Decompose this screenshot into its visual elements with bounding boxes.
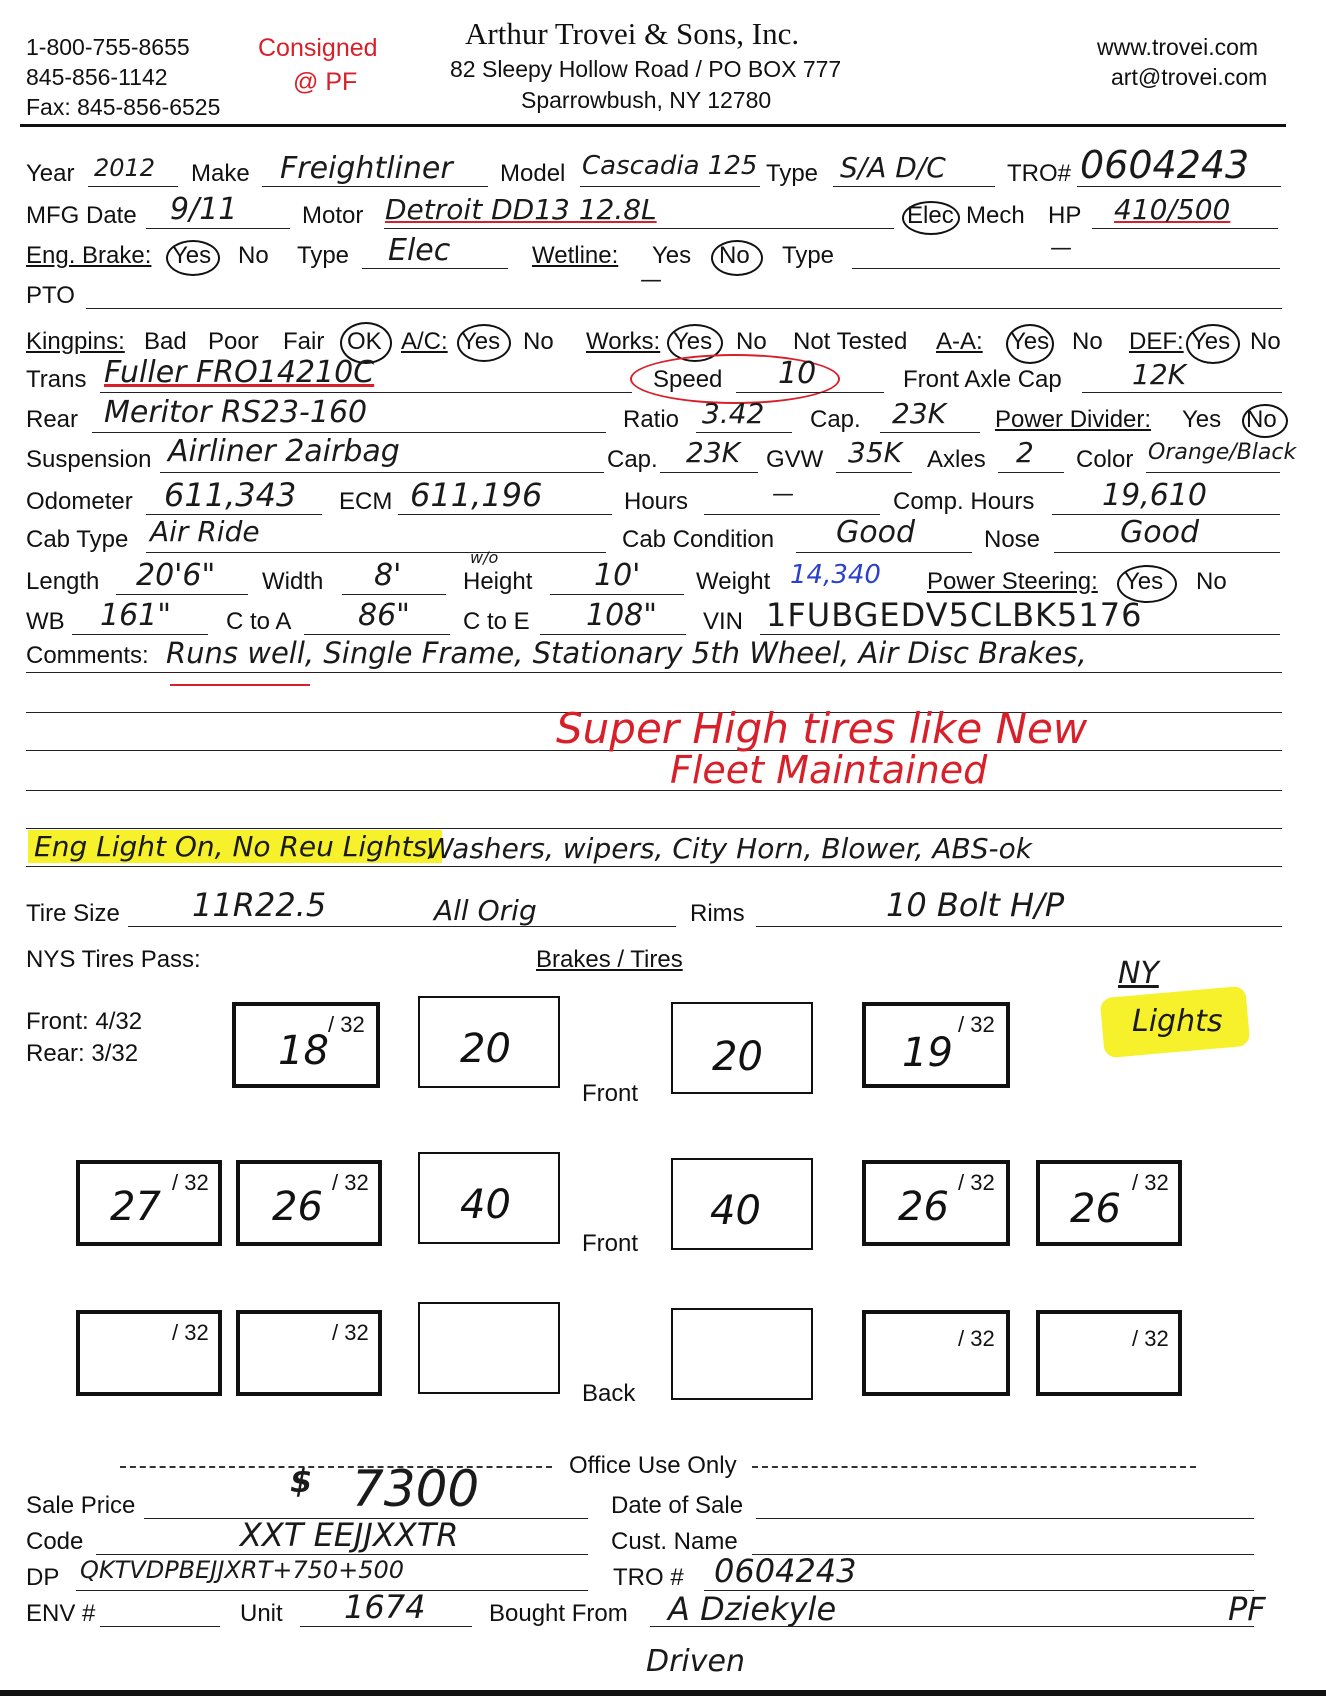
comments-label: Comments:: [26, 642, 149, 669]
fax: Fax: 845-856-6525: [26, 94, 221, 120]
odometer-value: 611,343: [164, 476, 297, 514]
gvw-label: GVW: [766, 446, 824, 473]
length-label: Length: [26, 568, 100, 595]
works-no: No: [736, 328, 767, 355]
model-value: Cascadia 125: [582, 151, 758, 181]
works-label: Works:: [586, 328, 661, 355]
consigned-note: Consigned: [258, 34, 378, 62]
aa-no: No: [1072, 328, 1103, 355]
brake-box-front-left-value: 20: [460, 1026, 511, 1072]
rims-label: Rims: [690, 900, 745, 927]
brake-box-row2-right-value: 40: [710, 1188, 761, 1234]
mfg-date-label: MFG Date: [26, 202, 137, 229]
phone-1: 1-800-755-8655: [26, 34, 190, 60]
tire-box-row3-1-per32: / 32: [172, 1320, 209, 1345]
comp-hours-value: 19,610: [1102, 478, 1207, 513]
tire-box-row2-2-value: 26: [272, 1184, 323, 1230]
tire-box-front-right-value: 19: [902, 1030, 953, 1076]
unit-label: Unit: [240, 1600, 283, 1627]
width-value: 8': [374, 558, 402, 593]
wetline-dash: —: [640, 268, 662, 293]
tro-value: 0604243: [1080, 143, 1250, 187]
phone-2: 845-856-1142: [26, 64, 168, 90]
def-no: No: [1250, 328, 1281, 355]
ac-label: A/C:: [401, 328, 448, 355]
wetline-type-label: Type: [782, 242, 835, 269]
nose-value: Good: [1120, 515, 1199, 550]
suspension-label: Suspension: [26, 446, 152, 473]
suspension-value: Airliner 2airbag: [168, 434, 400, 469]
dp-value: QKTVDPBEJJXRT+750+500: [80, 1556, 405, 1584]
bought-from-label: Bought From: [489, 1600, 628, 1627]
wetline-label: Wetline:: [532, 242, 619, 269]
year-value: 2012: [94, 154, 156, 182]
driven-note: Driven: [646, 1644, 745, 1679]
ratio-label: Ratio: [623, 406, 680, 433]
office-divider-right: [752, 1466, 1196, 1468]
company-address-1: 82 Sleepy Hollow Road / PO BOX 777: [450, 56, 842, 82]
nose-label: Nose: [984, 526, 1041, 553]
def-yes: Yes: [1191, 328, 1231, 355]
front-label-2: Front: [582, 1230, 639, 1257]
eng-brake-type-label: Type: [297, 242, 350, 269]
works-yes: Yes: [673, 328, 713, 355]
email[interactable]: art@trovei.com: [1111, 64, 1268, 90]
tire-box-front-left-value: 18: [278, 1028, 329, 1074]
c-to-e-label: C to E: [463, 608, 530, 635]
header-divider: [20, 124, 1286, 127]
power-steering-label: Power Steering:: [927, 568, 1098, 595]
brakes-tires-heading: Brakes / Tires: [536, 946, 683, 973]
power-divider-yes: Yes: [1182, 406, 1222, 433]
kingpins-fair: Fair: [283, 328, 325, 355]
tire-box-row3-2-per32: / 32: [332, 1320, 369, 1345]
power-divider-label: Power Divider:: [995, 406, 1152, 433]
brake-box-row2-left-value: 40: [460, 1182, 511, 1228]
ratio-value: 3.42: [702, 397, 765, 430]
tire-box-row2-5-per32: / 32: [958, 1170, 995, 1195]
company-name: Arthur Trovei & Sons, Inc.: [465, 16, 800, 51]
eng-brake-no: No: [238, 242, 269, 269]
tire-box-front-right-per32: / 32: [958, 1012, 995, 1037]
back-label: Back: [582, 1380, 636, 1407]
cust-name-label: Cust. Name: [611, 1528, 738, 1555]
vin-label: VIN: [703, 608, 744, 635]
comments-red-line-2: Fleet Maintained: [670, 748, 988, 792]
mfg-date-value: 9/11: [170, 192, 238, 227]
kingpins-label: Kingpins:: [26, 328, 125, 355]
date-of-sale-label: Date of Sale: [611, 1492, 744, 1519]
pto-label: PTO: [26, 282, 75, 309]
tire-note: All Orig: [434, 894, 537, 927]
motor-label: Motor: [302, 202, 364, 229]
elec-option: Elec: [907, 202, 954, 229]
power-steering-yes: Yes: [1124, 568, 1164, 595]
sale-price-value: 7300: [352, 1460, 480, 1518]
nys-tires-pass-label: NYS Tires Pass:: [26, 946, 201, 973]
comments-line-4: Washers, wipers, City Horn, Blower, ABS-ok: [426, 832, 1032, 865]
aa-yes: Yes: [1010, 328, 1050, 355]
front-axle-cap-label: Front Axle Cap: [903, 366, 1062, 393]
gvw-value: 35K: [848, 436, 902, 469]
axles-value: 2: [1016, 436, 1034, 469]
aa-label: A-A:: [936, 328, 983, 355]
year-label: Year: [26, 160, 75, 187]
height-label: Height: [463, 568, 533, 595]
hp-label: HP: [1048, 202, 1082, 229]
trans-label: Trans: [26, 366, 87, 393]
wb-label: WB: [26, 608, 65, 635]
power-steering-no: No: [1196, 568, 1227, 595]
unit-value: 1674: [344, 1588, 426, 1626]
c-to-a-value: 86": [358, 598, 410, 633]
cab-condition-value: Good: [836, 515, 915, 550]
trans-value: Fuller FRO14210C: [104, 355, 375, 390]
tire-box-row2-1-value: 27: [110, 1184, 161, 1230]
tire-box-row2-5-value: 26: [898, 1184, 949, 1230]
kingpins-poor: Poor: [208, 328, 259, 355]
wetline-no: No: [719, 242, 750, 269]
cab-condition-label: Cab Condition: [622, 526, 775, 553]
highlighted-note: Eng Light On, No Reu Lights,: [28, 830, 442, 863]
tro2-label: TRO #: [613, 1564, 684, 1591]
def-label: DEF:: [1129, 328, 1184, 355]
motor-value: Detroit DD13 12.8L: [385, 193, 657, 226]
front-spec: Front: 4/32: [26, 1008, 143, 1035]
rear-spec: Rear: 3/32: [26, 1040, 139, 1067]
tro2-value: 0604243: [714, 1552, 857, 1590]
tire-box-row3-6: [1036, 1310, 1182, 1396]
eng-brake-label: Eng. Brake:: [26, 242, 152, 269]
axles-label: Axles: [927, 446, 986, 473]
ny-lights-note-1: NY: [1118, 956, 1159, 991]
comments-line-1: Runs well, Single Frame, Stationary 5th Wheel, Air Disc Brakes,: [166, 636, 1087, 670]
rear-value: Meritor RS23-160: [104, 395, 368, 430]
kingpins-bad: Bad: [144, 328, 187, 355]
front-label-1: Front: [582, 1080, 639, 1107]
front-axle-cap-value: 12K: [1132, 358, 1186, 391]
speed-value: 10: [778, 356, 817, 391]
tire-box-row3-5-per32: / 32: [958, 1326, 995, 1351]
height-value: 10': [594, 558, 641, 593]
weight-label: Weight: [696, 568, 771, 595]
rear-cap-label: Cap.: [810, 406, 861, 433]
type-label: Type: [766, 160, 819, 187]
brake-box-front-right-value: 20: [712, 1034, 763, 1080]
sale-price-mark: $: [290, 1462, 313, 1500]
rear-cap-value: 23K: [892, 397, 946, 430]
tire-size-label: Tire Size: [26, 900, 120, 927]
ecm-label: ECM: [339, 488, 393, 515]
brake-box-row3-right: [671, 1308, 813, 1400]
code-value: XXT EEJJXXTR: [240, 1516, 459, 1554]
type-value: S/A D/C: [840, 151, 946, 184]
wetline-type-dash: —: [1050, 236, 1072, 261]
weight-value: 14,340: [790, 560, 881, 590]
dp-label: DP: [26, 1564, 60, 1591]
tire-size-value: 11R22.5: [192, 886, 327, 924]
office-divider-left: [120, 1466, 552, 1468]
rear-label: Rear: [26, 406, 79, 433]
color-label: Color: [1076, 446, 1134, 473]
website[interactable]: www.trovei.com: [1097, 34, 1259, 60]
ac-yes: Yes: [461, 328, 501, 355]
vin-value: 1FUBGEDV5CLBK5176: [766, 596, 1143, 634]
model-label: Model: [500, 160, 566, 187]
env-label: ENV #: [26, 1600, 96, 1627]
cab-type-label: Cab Type: [26, 526, 129, 553]
wetline-yes: Yes: [652, 242, 692, 269]
speed-label: Speed: [653, 366, 723, 393]
cab-type-value: Air Ride: [150, 515, 260, 548]
hp-value: 410/500: [1114, 193, 1231, 226]
bought-from-value: A Dziekyle: [668, 1590, 837, 1628]
tire-box-row2-2-per32: / 32: [332, 1170, 369, 1195]
eng-brake-yes: Yes: [172, 242, 212, 269]
comments-red-line-1: Super High tires like New: [556, 704, 1088, 753]
height-note: w/o: [470, 548, 499, 567]
company-address-2: Sparrowbush, NY 12780: [521, 87, 772, 113]
c-to-e-value: 108": [586, 598, 658, 633]
pf-value: PF: [1228, 1590, 1266, 1628]
susp-cap-value: 23K: [686, 436, 740, 469]
kingpins-ok: OK: [347, 328, 382, 355]
tire-box-row2-1-per32: / 32: [172, 1170, 209, 1195]
sale-price-label: Sale Price: [26, 1492, 136, 1519]
tro-label: TRO#: [1007, 160, 1072, 187]
page-bottom-edge: [0, 1690, 1326, 1696]
tire-box-row3-5: [862, 1310, 1010, 1396]
comp-hours-label: Comp. Hours: [893, 488, 1035, 515]
code-label: Code: [26, 1528, 84, 1555]
tire-box-row2-6-per32: / 32: [1132, 1170, 1169, 1195]
color-value: Orange/Black: [1148, 440, 1297, 465]
hours-label: Hours: [624, 488, 689, 515]
wb-value: 161": [100, 598, 172, 633]
tire-box-front-left-per32: / 32: [328, 1012, 365, 1037]
mech-option: Mech: [966, 202, 1025, 229]
at-pf-note: @ PF: [293, 68, 358, 96]
office-use-only-heading: Office Use Only: [569, 1452, 737, 1479]
rims-value: 10 Bolt H/P: [886, 886, 1065, 924]
power-divider-no: No: [1246, 406, 1277, 433]
ecm-value: 611,196: [410, 476, 543, 514]
works-not-tested: Not Tested: [793, 328, 908, 355]
comments-red-underline: [170, 684, 310, 686]
hours-value: —: [772, 482, 794, 507]
brake-box-row3-left: [418, 1302, 560, 1394]
susp-cap-label: Cap.: [607, 446, 658, 473]
make-label: Make: [191, 160, 250, 187]
tire-box-row3-6-per32: / 32: [1132, 1326, 1169, 1351]
tire-box-row2-6-value: 26: [1070, 1186, 1121, 1232]
c-to-a-label: C to A: [226, 608, 292, 635]
ac-no: No: [523, 328, 554, 355]
odometer-label: Odometer: [26, 488, 133, 515]
width-label: Width: [262, 568, 324, 595]
make-value: Freightliner: [280, 151, 453, 186]
length-value: 20'6": [136, 558, 216, 593]
ny-lights-note-2: Lights: [1132, 1004, 1223, 1039]
eng-brake-type-value: Elec: [388, 233, 451, 268]
